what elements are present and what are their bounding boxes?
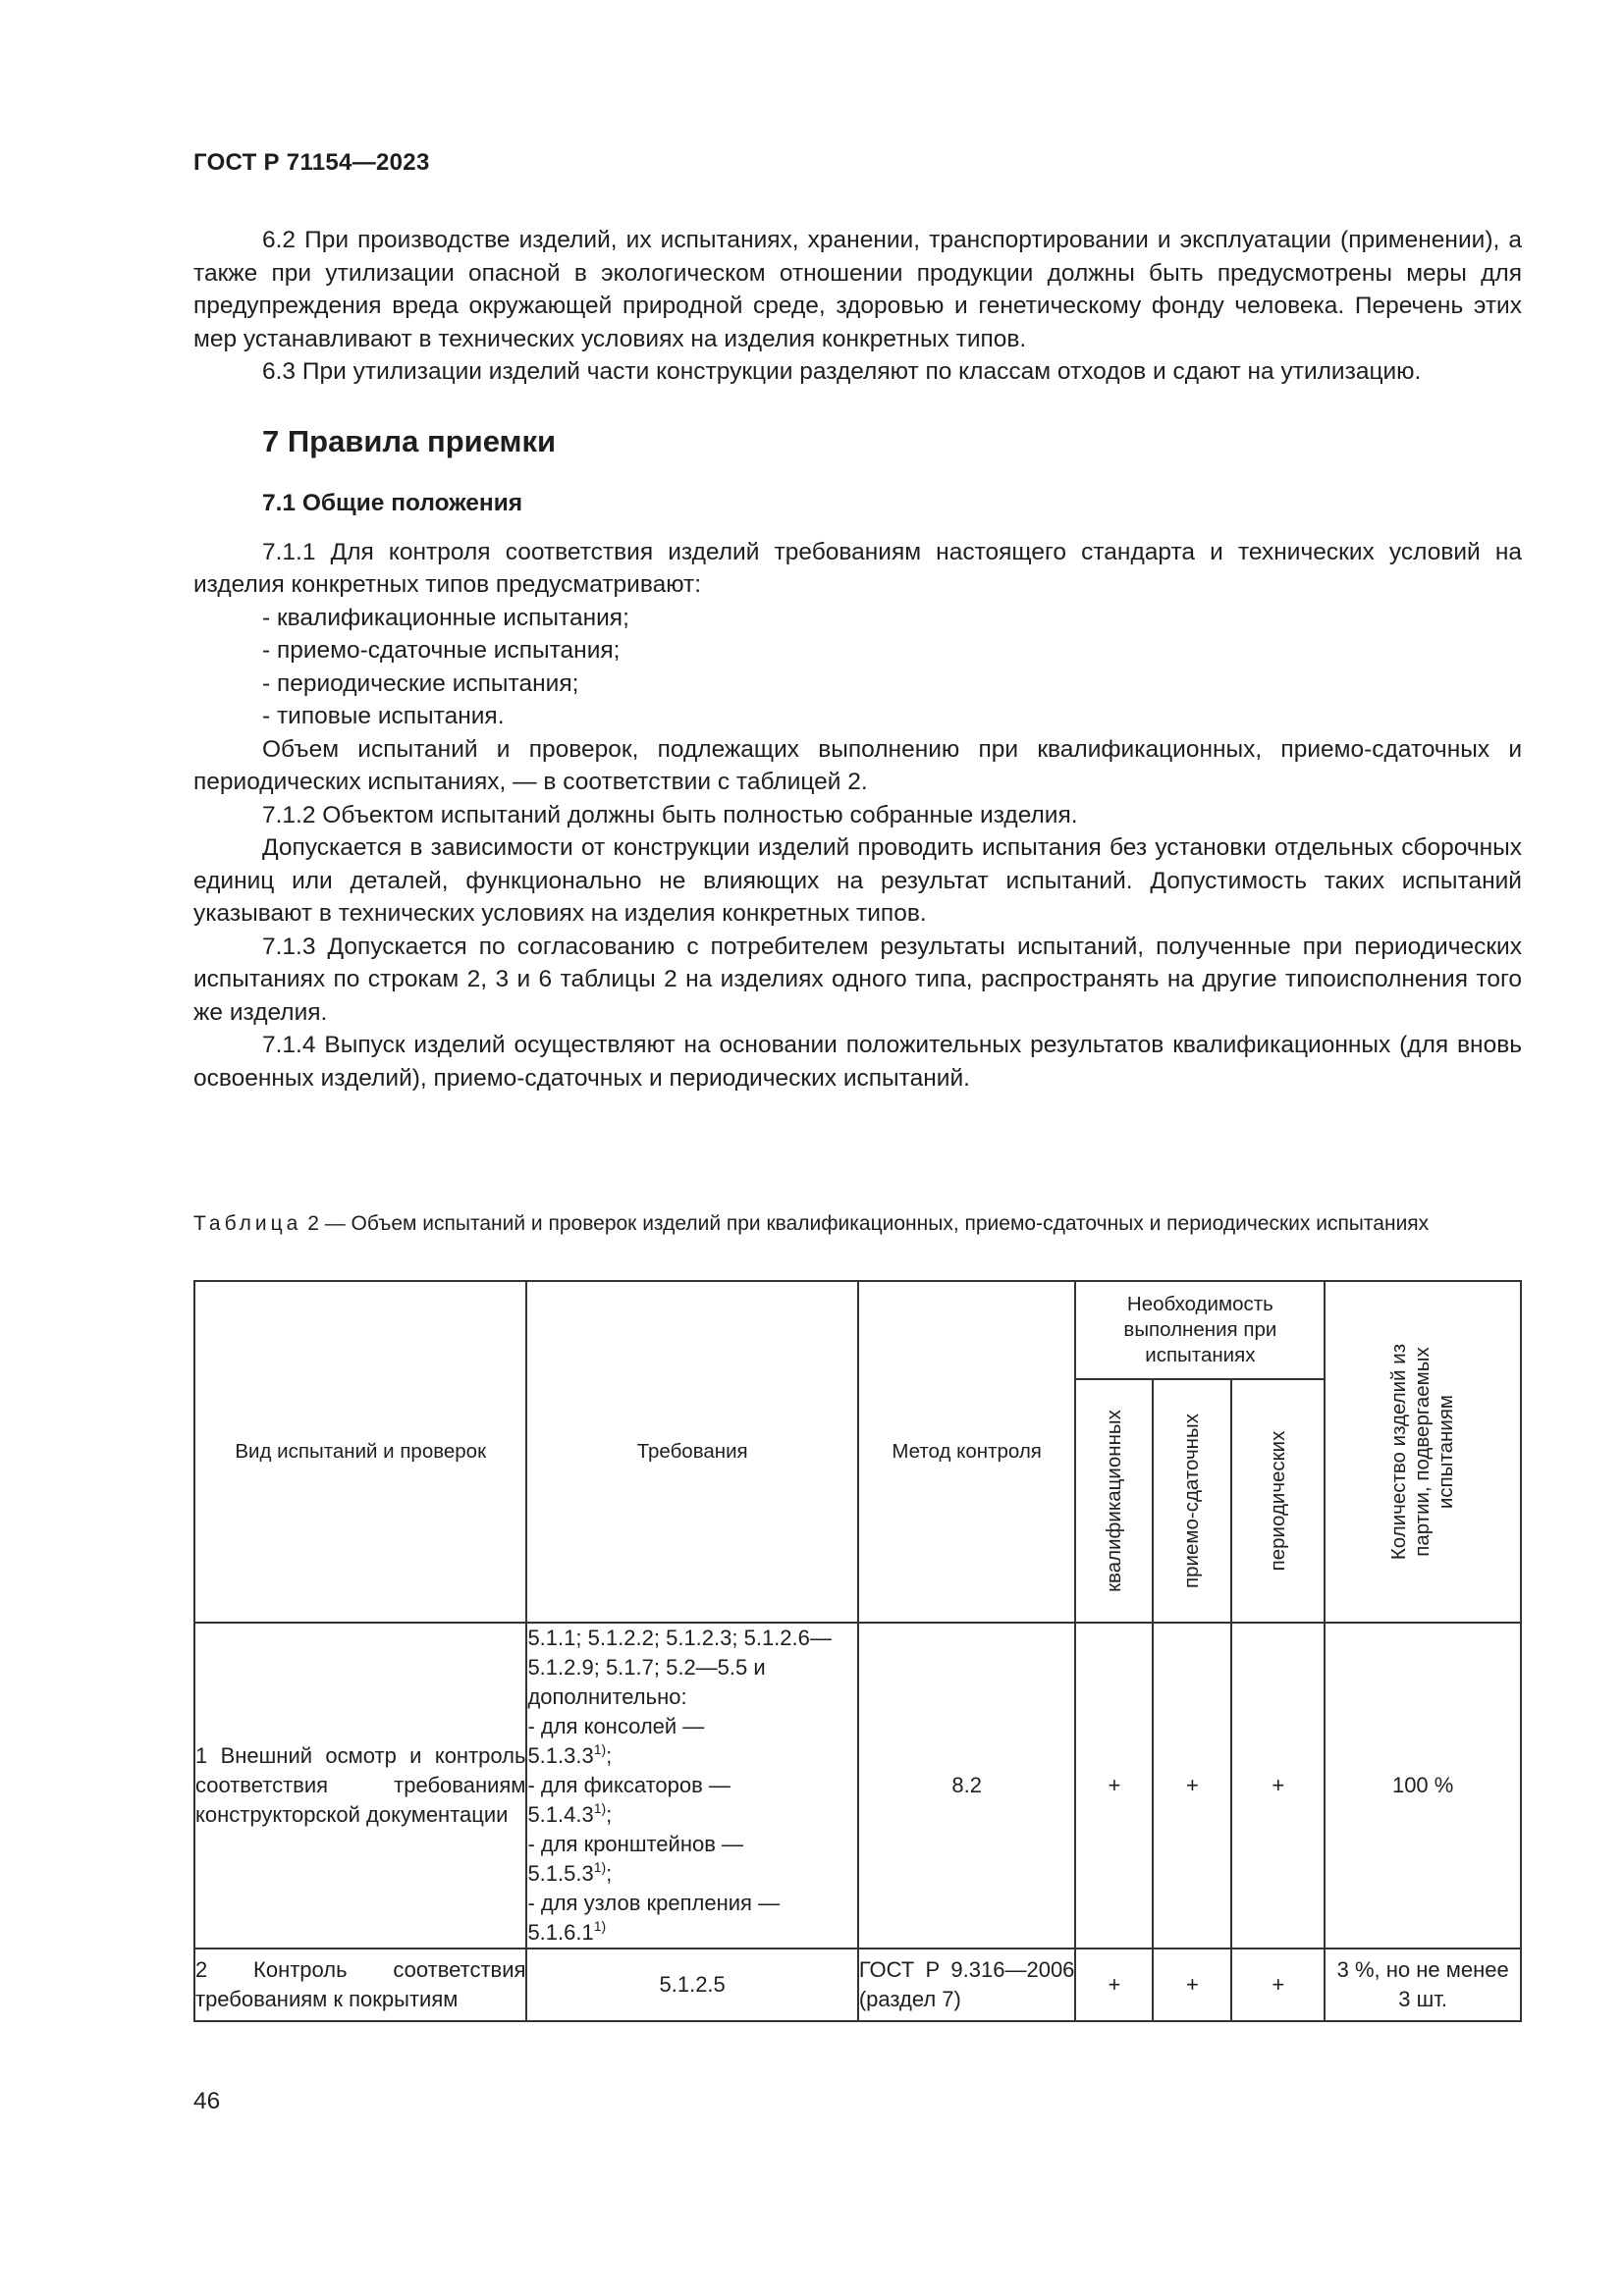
header-periodic-cell [1231, 1379, 1325, 1623]
row2-periodic: + [1231, 1949, 1325, 2021]
row1-quantity: 100 % [1325, 1623, 1521, 1949]
paragraph-permission: Допускается в зависимости от конструкции изделий проводить испытания без установки отдельных сборочных единиц или деталей, функционально не влияющих на результат испытаний. Допустимость таких испытаний указывают в технических условиях на изделия конкретных типов. [193, 834, 1522, 927]
paragraph-7-1-4: 7.1.4 Выпуск изделий осуществляют на основании положительных результатов квалификационных (для вновь освоенных изделий), приемо-сдаточных и периодических испытаний. [193, 1032, 1522, 1092]
tests-table [193, 1280, 1522, 2022]
row1-req-item: - для узлов крепления — 5.1.6.1$^{1)}$ [527, 1891, 781, 1945]
row1-req-item: - для кронштейнов — 5.1.5.3$^{1)}$; [527, 1832, 744, 1886]
subsection-title: 7.1 Общие положения [262, 489, 523, 516]
row2-quantity: 3 %, но не менее 3 шт. [1325, 1949, 1521, 2021]
header-necessity: Необходимость выполнения при испытаниях [1075, 1281, 1325, 1379]
row2-type: 2 Контроль соответствия требованиям к покрытиям [194, 1949, 526, 2021]
row2-method: ГОСТ Р 9.316—2006 (раздел 7) [858, 1949, 1076, 2021]
test-type-item: - периодические испытания; [262, 669, 579, 697]
row1-req-main: 5.1.1; 5.1.2.2; 5.1.2.3; 5.1.2.6—5.1.2.9; 5.1.7; 5.2—5.5 и дополнительно: [527, 1626, 832, 1709]
row1-type: 1 Внешний осмотр и контроль соответствия требованиям конструкторской документации [194, 1623, 526, 1949]
header-acceptance: приемо-сдаточных [1180, 1414, 1204, 1588]
header-periodic: периодических [1266, 1430, 1289, 1572]
test-type-item: - квалификационные испытания; [262, 604, 629, 631]
table-caption [193, 1210, 1522, 1237]
page-number: 46 [193, 2088, 221, 2114]
row2-requirements: 5.1.2.5 [526, 1949, 857, 2021]
document-page [193, 0, 1522, 2296]
paragraph-6-2: 6.2 При производстве изделий, их испытаниях, хранении, транспортировании и эксплуатации (применении), а также при утилизации опасной в экологическом отношении продукции должны быть предусмотрены меры для предупреждения вреда окружающей природной среде, здоровью и генетическому фонду человека. Перечень этих мер устанавливают в технических условиях на изделия конкретных типов. [193, 227, 1522, 352]
header-acceptance-cell [1153, 1379, 1231, 1623]
header-qualification: квалификационных [1102, 1410, 1125, 1592]
row1-req-item: - для консолей — 5.1.3.3$^{1)}$; [527, 1714, 705, 1768]
row1-requirements [526, 1623, 857, 1949]
table-caption-text: 2 — Объем испытаний и проверок изделий при квалификационных, приемо-сдаточных и периодических испытаниях [307, 1212, 1430, 1235]
row1-req-item: - для фиксаторов — 5.1.4.3$^{1)}$; [527, 1773, 731, 1827]
paragraph-scope: Объем испытаний и проверок, подлежащих выполнению при квалификационных, приемо-сдаточных и периодических испытаниях, — в соответствии с таблицей 2. [193, 735, 1522, 795]
table-row [194, 1949, 1521, 2021]
row2-qualification: + [1075, 1949, 1153, 2021]
header-quantity: Количество изделий из партии, подвергаемых испытаниям [1387, 1343, 1458, 1561]
paragraph-7-1-3: 7.1.3 Допускается по согласованию с потребителем результаты испытаний, полученные при периодических испытаниях по строкам 2, 3 и 6 таблицы 2 на изделиях одного типа, распространять на другие типоисполнения того же изделия. [193, 933, 1522, 1026]
document-header-code: ГОСТ Р 71154—2023 [193, 149, 430, 176]
test-type-item: - типовые испытания. [262, 703, 505, 729]
table-caption-label: Таблица [193, 1212, 302, 1235]
row1-qualification: + [1075, 1623, 1153, 1949]
row1-periodic: + [1231, 1623, 1325, 1949]
row1-acceptance: + [1153, 1623, 1231, 1949]
header-method: Метод контроля [858, 1281, 1076, 1623]
row2-acceptance: + [1153, 1949, 1231, 2021]
body-text [193, 224, 1522, 1095]
header-qualification-cell [1075, 1379, 1153, 1623]
paragraph-7-1-2: 7.1.2 Объектом испытаний должны быть полностью собранные изделия. [262, 801, 1078, 828]
row1-method: 8.2 [858, 1623, 1076, 1949]
header-test-type: Вид испытаний и проверок [194, 1281, 526, 1623]
header-requirements: Требования [526, 1281, 857, 1623]
header-quantity-cell [1325, 1281, 1521, 1623]
paragraph-7-1-1: 7.1.1 Для контроля соответствия изделий требованиям настоящего стандарта и технических условий на изделия конкретных типов предусматривают: [193, 538, 1522, 598]
test-type-item: - приемо-сдаточные испытания; [262, 637, 621, 664]
table-row [194, 1623, 1521, 1949]
section-title: 7 Правила приемки [262, 423, 557, 458]
paragraph-6-3: 6.3 При утилизации изделий части конструкции разделяют по классам отходов и сдают на утилизацию. [262, 358, 1422, 385]
